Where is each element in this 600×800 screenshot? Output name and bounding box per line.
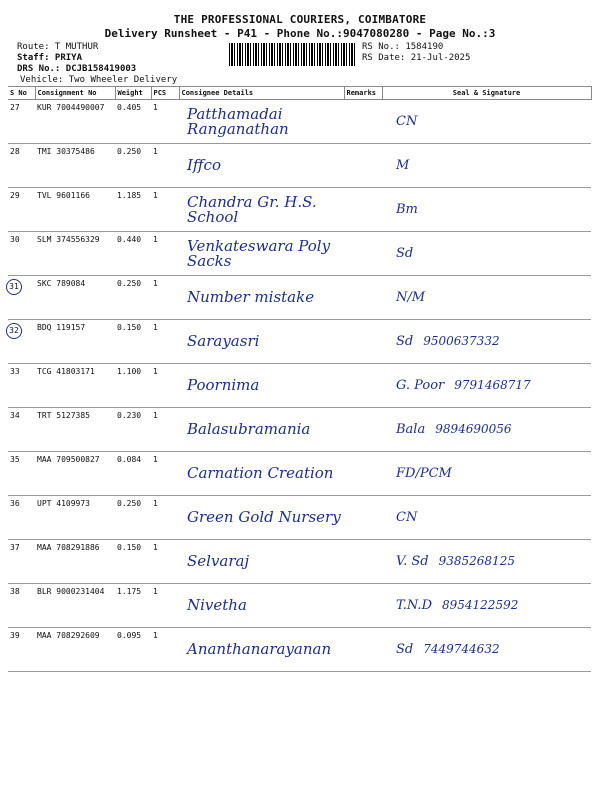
route-label: Route: T MUTHUR xyxy=(17,42,99,52)
remarks-cell xyxy=(344,408,382,452)
runsheet-table xyxy=(8,86,592,672)
consignee-handwriting: Nivetha xyxy=(187,596,247,614)
weight-cell: 0.230 xyxy=(115,408,151,452)
consignee-cell xyxy=(179,364,344,408)
signature-cell xyxy=(382,496,591,540)
pcs-cell: 1 xyxy=(151,408,179,452)
signature-text: Bala xyxy=(396,422,426,437)
consignment-cell: TMI 30375486 xyxy=(35,144,115,188)
consignment-cell: KUR 7004490007 xyxy=(35,100,115,144)
sno: 30 xyxy=(10,235,20,244)
consignee-handwriting: Sarayasri xyxy=(187,332,260,350)
remarks-cell xyxy=(344,584,382,628)
phone-number: 9385268125 xyxy=(438,554,515,568)
signature-handwriting xyxy=(382,510,591,525)
remarks-cell xyxy=(344,364,382,408)
sno: 35 xyxy=(10,455,20,464)
signature-cell xyxy=(382,188,591,232)
consignee-handwriting: Ananthanarayanan xyxy=(187,640,332,658)
phone-number xyxy=(418,202,428,216)
pcs-cell: 1 xyxy=(151,628,179,672)
phone-number xyxy=(413,246,423,260)
consignment-cell: SLM 374556329 xyxy=(35,232,115,276)
signature-handwriting xyxy=(382,598,591,613)
barcode-image xyxy=(229,43,357,66)
weight-cell: 0.405 xyxy=(115,100,151,144)
col-consignment: Consignment No xyxy=(35,87,115,100)
table-row xyxy=(8,540,591,584)
consignee-handwriting: Iffco xyxy=(187,156,221,174)
table-row xyxy=(8,584,591,628)
signature-handwriting xyxy=(382,466,591,481)
drs-label: DRS No.: xyxy=(17,64,61,74)
sno: 36 xyxy=(10,499,20,508)
consignee-handwriting: Chandra Gr. H.S. School xyxy=(187,192,317,226)
pcs-cell: 1 xyxy=(151,276,179,320)
phone-number: 9894690056 xyxy=(435,422,512,436)
pcs-cell: 1 xyxy=(151,100,179,144)
sno-cell xyxy=(8,628,35,672)
sno-cell xyxy=(8,276,35,320)
signature-cell xyxy=(382,144,591,188)
weight-cell: 1.185 xyxy=(115,188,151,232)
consignment-cell: TVL 9601166 xyxy=(35,188,115,232)
signature-handwriting xyxy=(382,114,591,129)
weight-cell: 0.250 xyxy=(115,496,151,540)
signature-text: CN xyxy=(396,114,418,129)
phone-number: 7449744632 xyxy=(423,642,500,656)
signature-text: CN xyxy=(396,510,418,525)
signature-cell xyxy=(382,364,591,408)
remarks-cell xyxy=(344,496,382,540)
signature-text: N/M xyxy=(396,290,426,305)
phone-number: 9791468717 xyxy=(454,378,531,392)
signature-handwriting xyxy=(382,246,591,261)
rs-number: RS No.: 1584190 xyxy=(362,42,444,52)
signature-handwriting xyxy=(382,554,591,569)
consignment-cell: UPT 4109973 xyxy=(35,496,115,540)
table-row xyxy=(8,628,591,672)
table-row xyxy=(8,364,591,408)
sno: 31 xyxy=(6,279,22,295)
signature-cell xyxy=(382,408,591,452)
runsheet-title: Delivery Runsheet - P41 - Phone No.:9047080280 - Page No.:3 xyxy=(104,27,496,40)
remarks-cell xyxy=(344,452,382,496)
col-weight: Weight xyxy=(115,87,151,100)
signature-cell xyxy=(382,628,591,672)
signature-handwriting xyxy=(382,202,591,217)
weight-cell: 0.084 xyxy=(115,452,151,496)
sno: 32 xyxy=(6,323,22,339)
phone-number: 8954122592 xyxy=(442,598,519,612)
sno-cell xyxy=(8,100,35,144)
vehicle-label: Vehicle: Two Wheeler Delivery xyxy=(20,75,178,85)
pcs-cell: 1 xyxy=(151,452,179,496)
consignee-handwriting: Green Gold Nursery xyxy=(187,508,341,526)
phone-number xyxy=(417,510,427,524)
signature-cell xyxy=(382,100,591,144)
consignee-handwriting: Number mistake xyxy=(187,288,315,306)
table-row xyxy=(8,188,591,232)
remarks-cell xyxy=(344,100,382,144)
consignee-handwriting: Poornima xyxy=(187,376,260,394)
signature-cell xyxy=(382,452,591,496)
consignee-handwriting: Venkateswara Poly Sacks xyxy=(187,236,331,270)
sno-cell xyxy=(8,452,35,496)
table-row xyxy=(8,232,591,276)
phone-number xyxy=(417,114,427,128)
drs-value: DCJB158419003 xyxy=(65,64,137,74)
pcs-cell: 1 xyxy=(151,584,179,628)
signature-text: FD/PCM xyxy=(396,466,452,481)
table-header-row xyxy=(8,87,591,100)
consignee-cell xyxy=(179,144,344,188)
consignee-handwriting: Selvaraj xyxy=(187,552,250,570)
table-row xyxy=(8,144,591,188)
signature-handwriting xyxy=(382,158,591,173)
consignee-cell xyxy=(179,408,344,452)
remarks-cell xyxy=(344,188,382,232)
remarks-cell xyxy=(344,144,382,188)
sno-cell xyxy=(8,320,35,364)
weight-cell: 0.095 xyxy=(115,628,151,672)
sno-cell xyxy=(8,188,35,232)
pcs-cell: 1 xyxy=(151,320,179,364)
col-sno: S No xyxy=(8,87,35,100)
sno: 37 xyxy=(10,543,20,552)
sno-cell xyxy=(8,232,35,276)
weight-cell: 0.150 xyxy=(115,540,151,584)
table-row xyxy=(8,496,591,540)
consignee-cell xyxy=(179,496,344,540)
table-row xyxy=(8,320,591,364)
signature-cell xyxy=(382,320,591,364)
col-signature: Seal & Signature xyxy=(382,87,591,100)
weight-cell: 1.175 xyxy=(115,584,151,628)
weight-cell: 0.250 xyxy=(115,144,151,188)
phone-number xyxy=(425,290,435,304)
signature-text: M xyxy=(396,158,410,173)
pcs-cell: 1 xyxy=(151,364,179,408)
sno: 28 xyxy=(10,147,20,156)
consignee-cell xyxy=(179,540,344,584)
sno-cell xyxy=(8,408,35,452)
signature-text: Sd xyxy=(396,642,414,657)
phone-number xyxy=(409,158,419,172)
signature-text: G. Poor xyxy=(396,378,445,393)
signature-cell xyxy=(382,540,591,584)
drs-number xyxy=(17,64,136,74)
weight-cell: 0.440 xyxy=(115,232,151,276)
remarks-cell xyxy=(344,276,382,320)
phone-number: 9500637332 xyxy=(423,334,500,348)
rs-date: RS Date: 21-Jul-2025 xyxy=(362,53,471,63)
signature-handwriting xyxy=(382,334,591,349)
signature-handwriting xyxy=(382,422,591,437)
signature-cell xyxy=(382,232,591,276)
remarks-cell xyxy=(344,628,382,672)
consignee-cell xyxy=(179,628,344,672)
sno: 39 xyxy=(10,631,20,640)
consignee-cell xyxy=(179,452,344,496)
signature-text: V. Sd xyxy=(396,554,429,569)
signature-cell xyxy=(382,584,591,628)
staff-label: Staff: PRIYA xyxy=(17,53,83,63)
consignee-cell xyxy=(179,232,344,276)
weight-cell: 0.150 xyxy=(115,320,151,364)
sno-cell xyxy=(8,540,35,584)
consignee-cell xyxy=(179,276,344,320)
consignment-cell: MAA 708292609 xyxy=(35,628,115,672)
signature-text: T.N.D xyxy=(396,598,432,613)
consignment-cell: SKC 789084 xyxy=(35,276,115,320)
consignment-cell: BDQ 119157 xyxy=(35,320,115,364)
sno-cell xyxy=(8,496,35,540)
sno-cell xyxy=(8,584,35,628)
col-consignee: Consignee Details xyxy=(179,87,344,100)
pcs-cell: 1 xyxy=(151,188,179,232)
company-title: THE PROFESSIONAL COURIERS, COIMBATORE xyxy=(173,13,427,26)
remarks-cell xyxy=(344,232,382,276)
sno: 34 xyxy=(10,411,20,420)
col-pcs: PCS xyxy=(151,87,179,100)
pcs-cell: 1 xyxy=(151,144,179,188)
consignment-cell: TCG 41803171 xyxy=(35,364,115,408)
sno: 38 xyxy=(10,587,20,596)
sno: 29 xyxy=(10,191,20,200)
sno: 33 xyxy=(10,367,20,376)
phone-number xyxy=(452,466,462,480)
pcs-cell: 1 xyxy=(151,496,179,540)
consignee-cell xyxy=(179,100,344,144)
signature-handwriting xyxy=(382,642,591,657)
signature-handwriting xyxy=(382,290,591,305)
consignee-cell xyxy=(179,584,344,628)
signature-cell xyxy=(382,276,591,320)
signature-handwriting xyxy=(382,378,591,393)
table-row xyxy=(8,100,591,144)
signature-text: Sd xyxy=(396,246,414,261)
consignee-cell xyxy=(179,188,344,232)
weight-cell: 1.100 xyxy=(115,364,151,408)
signature-text: Bm xyxy=(396,202,418,217)
table-row xyxy=(8,408,591,452)
sno: 27 xyxy=(10,103,20,112)
consignee-handwriting: Patthamadai Ranganathan xyxy=(187,104,289,138)
sno-cell xyxy=(8,144,35,188)
consignee-handwriting: Balasubramania xyxy=(187,420,311,438)
consignment-cell: TRT 5127385 xyxy=(35,408,115,452)
col-remarks: Remarks xyxy=(344,87,382,100)
table-row xyxy=(8,276,591,320)
consignment-cell: BLR 9000231404 xyxy=(35,584,115,628)
remarks-cell xyxy=(344,320,382,364)
consignment-cell: MAA 709500827 xyxy=(35,452,115,496)
pcs-cell: 1 xyxy=(151,540,179,584)
remarks-cell xyxy=(344,540,382,584)
table-row xyxy=(8,452,591,496)
consignee-handwriting: Carnation Creation xyxy=(187,464,334,482)
weight-cell: 0.250 xyxy=(115,276,151,320)
pcs-cell: 1 xyxy=(151,232,179,276)
consignee-cell xyxy=(179,320,344,364)
consignment-cell: MAA 708291886 xyxy=(35,540,115,584)
sno-cell xyxy=(8,364,35,408)
signature-text: Sd xyxy=(396,334,414,349)
